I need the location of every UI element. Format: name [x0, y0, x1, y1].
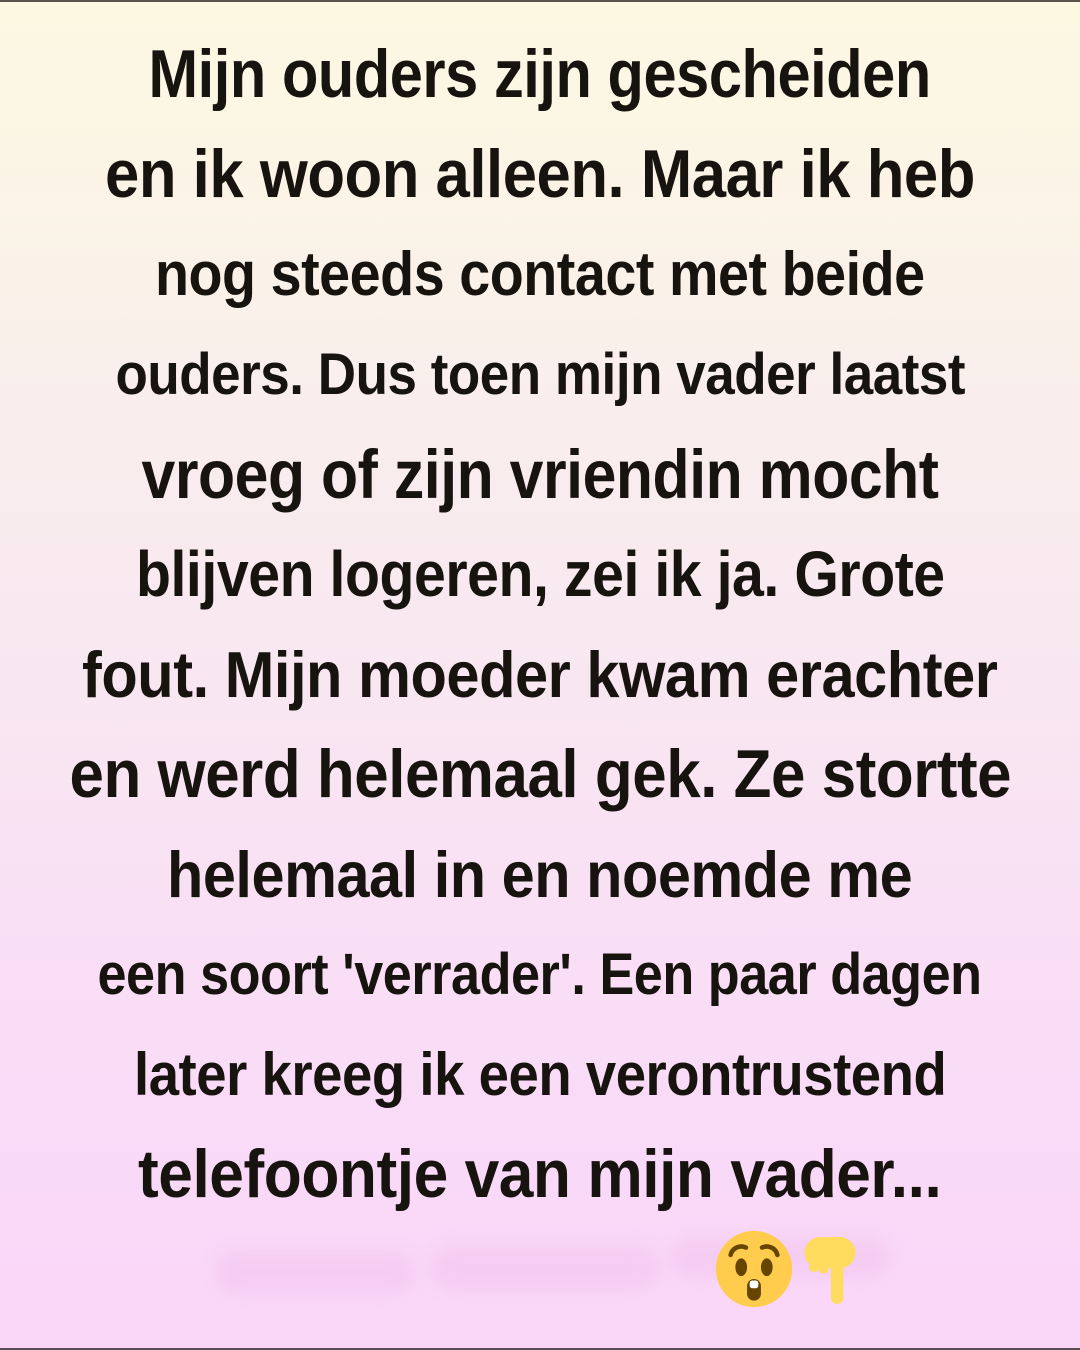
story-text: en ik woon alleen. Maar ik heb	[105, 136, 975, 212]
story-text-line	[0, 1124, 1080, 1224]
story-text-line	[0, 324, 1080, 424]
story-text-line	[0, 424, 1080, 524]
story-text: helemaal in en noemde me	[167, 837, 913, 911]
story-text-line	[0, 1024, 1080, 1124]
story-text-line	[0, 124, 1080, 224]
story-text-line	[0, 524, 1080, 624]
story-text: telefoontje van mijn vader...	[138, 1136, 942, 1212]
story-text: en werd helemaal gek. Ze stortte	[69, 736, 1011, 812]
emoji-row	[0, 1228, 1080, 1312]
astonished-face-icon	[715, 1230, 793, 1308]
story-text-line	[0, 24, 1080, 124]
story-text: fout. Mijn moeder kwam erachter	[82, 637, 998, 711]
pointing-down-icon	[798, 1230, 862, 1310]
story-text: een soort 'verrader'. Een paar dagen	[97, 941, 983, 1007]
story-text: later kreeg ik een verontrustend	[133, 1040, 947, 1108]
story-text: nog steeds contact met beide	[155, 239, 925, 309]
story-text: ouders. Dus toen mijn vader laatst	[115, 341, 965, 407]
top-edge-line	[0, 0, 1080, 2]
story-text: vroeg of zijn vriendin mocht	[141, 435, 939, 513]
story-text-line	[0, 724, 1080, 824]
story-text: Mijn ouders zijn gescheiden	[148, 36, 932, 112]
story-text-line	[0, 824, 1080, 924]
story-text-block	[0, 24, 1080, 1312]
emoji-group	[715, 1230, 862, 1310]
story-text-line	[0, 224, 1080, 324]
story-text-line	[0, 924, 1080, 1024]
story-text-line	[0, 624, 1080, 724]
story-text: blijven logeren, zei ik ja. Grote	[135, 538, 945, 610]
